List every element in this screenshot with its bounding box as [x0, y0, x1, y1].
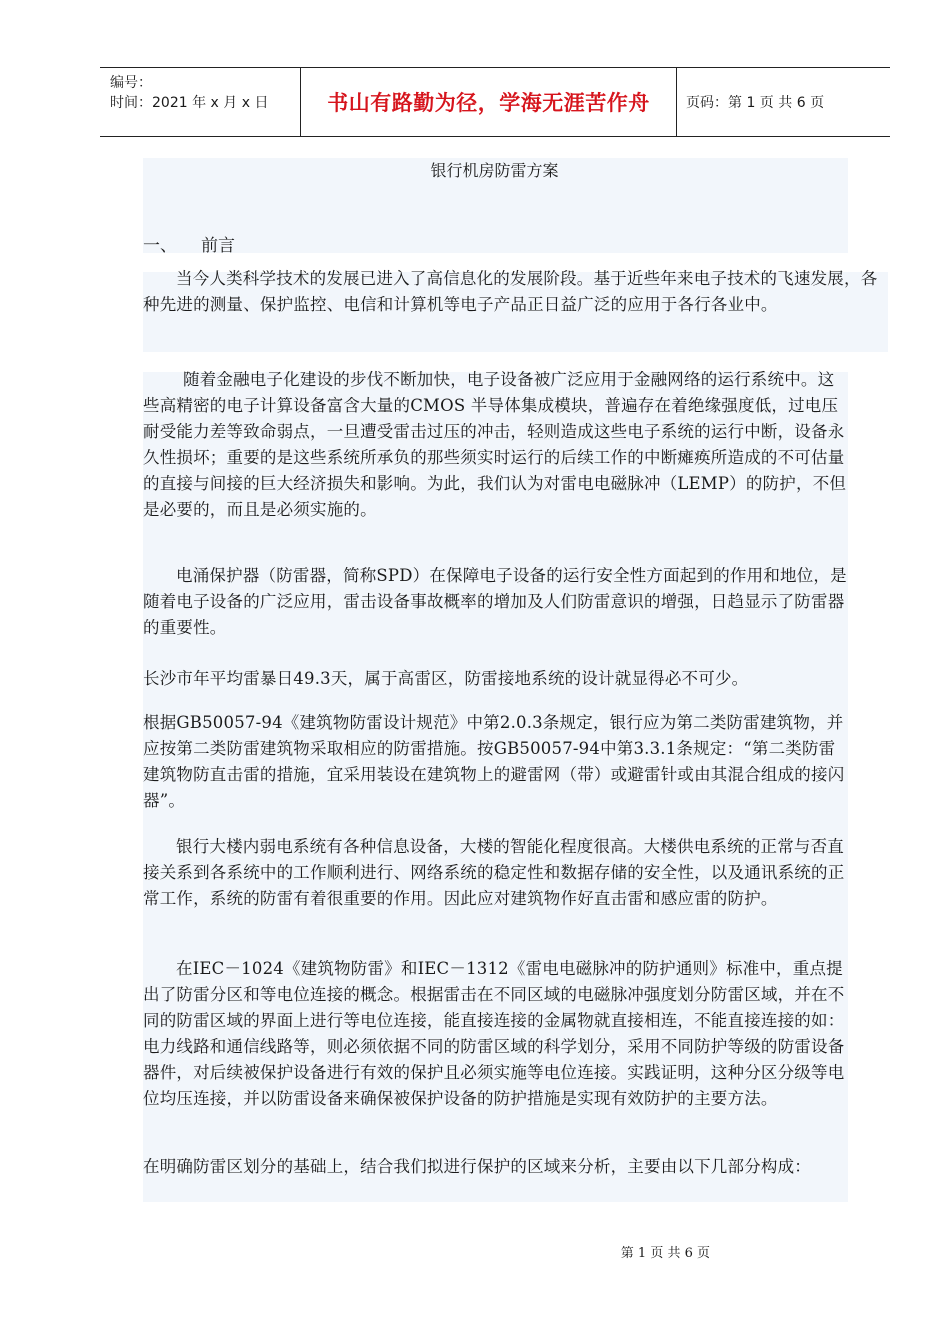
paragraph-8: 在明确防雷区划分的基础上，结合我们拟进行保护的区域来分析，主要由以下几部分构成： — [143, 1157, 811, 1176]
section-heading — [143, 233, 235, 259]
paragraph-3: 电涌保护器（防雷器，简称SPD）在保障电子设备的运行安全性方面起到的作用和地位，是随着电子设备的广泛应用，雷击设备事故概率的增加及人们防雷意识的增强，日趋显示了防雷器的重要性。 — [143, 566, 847, 637]
paragraph-6: 银行大楼内弱电系统有各种信息设备，大楼的智能化程度很高。大楼供电系统的正常与否直接关系到各系统中的工作顺利进行、网络系统的稳定性和数据存储的安全性，以及通讯系统的正常工作，系统的防雷有着很重要的作用。因此应对建筑物作好直击雷和感应雷的防护。 — [143, 837, 845, 908]
section-number: 一、 — [143, 236, 177, 256]
paragraph-7: 在IEC－1024《建筑物防雷》和IEC－1312《雷电电磁脉冲的防护通则》标准中，重点提出了防雷分区和等电位连接的概念。根据雷击在不同区域的电磁脉冲强度划分防雷区域，并在不同的防雷区域的界面上进行等电位连接，能直接连接的金属物就直接相连，不能直接连接的如：电力线路和通信线路等，则必须依据不同的防雷区域的科学划分，采用不同防护等级的防雷设备器件，对后续被保护设备进行有效的保护且必须实施等电位连接。实践证明，这种分区分级等电位均压连接，并以防雷设备来确保被保护设备的防护措施是实现有效防护的主要方法。 — [143, 959, 845, 1108]
section-title: 前言 — [201, 236, 235, 256]
page-header — [100, 67, 890, 137]
paragraph-4: 长沙市年平均雷暴日49.3天，属于高雷区，防雷接地系统的设计就显得必不可少。 — [143, 669, 749, 688]
document-title: 银行机房防雷方案 — [430, 161, 559, 180]
header-motto: 书山有路勤为径，学海无涯苦作舟 — [300, 68, 677, 136]
header-meta — [100, 68, 300, 136]
paragraph-5: 根据GB50057-94《建筑物防雷设计规范》中第2.0.3条规定，银行应为第二类防雷建筑物，并应按第二类防雷建筑物采取相应的防雷措施。按GB50057-94中第3.3.1条规定：“第二类防雷建筑物防直击雷的措施，宜采用装设在建筑物上的避雷网（带）或避雷针或由其混合组成的接闪器”。 — [143, 713, 845, 810]
header-page-label: 页码：第 1 页 共 6 页 — [686, 95, 825, 111]
paragraph-1: 当今人类科学技术的发展已进入了高信息化的发展阶段。基于近些年来电子技术的飞速发展，各种先进的测量、保护监控、电信和计算机等电子产品正日益广泛的应用于各行各业中。 — [143, 269, 878, 314]
document-number-label: 编号： — [110, 75, 152, 91]
paragraph-2: 随着金融电子化建设的步伐不断加快，电子设备被广泛应用于金融网络的运行系统中。这些高精密的电子计算设备富含大量的CMOS 半导体集成模块，普遍存在着绝缘强度低，过电压耐受能力差等致命弱点，一旦遭受雷击过压的冲击，轻则造成这些电子系统的运行中断，设备永久性损坏；重要的是这些系统所承负的那些须实时运行的后续工作的中断瘫痪所造成的不可估量的直接与间接的巨大经济损失和影响。为此，我们认为对雷电电磁脉冲（LEMP）的防护，不但是必要的，而且是必须实施的。 — [143, 370, 847, 519]
document-date-label: 时间：2021 年 x 月 x 日 — [110, 95, 269, 111]
footer-page-number: 第 1 页 共 6 页 — [620, 1246, 710, 1261]
page-footer — [0, 1244, 950, 1264]
